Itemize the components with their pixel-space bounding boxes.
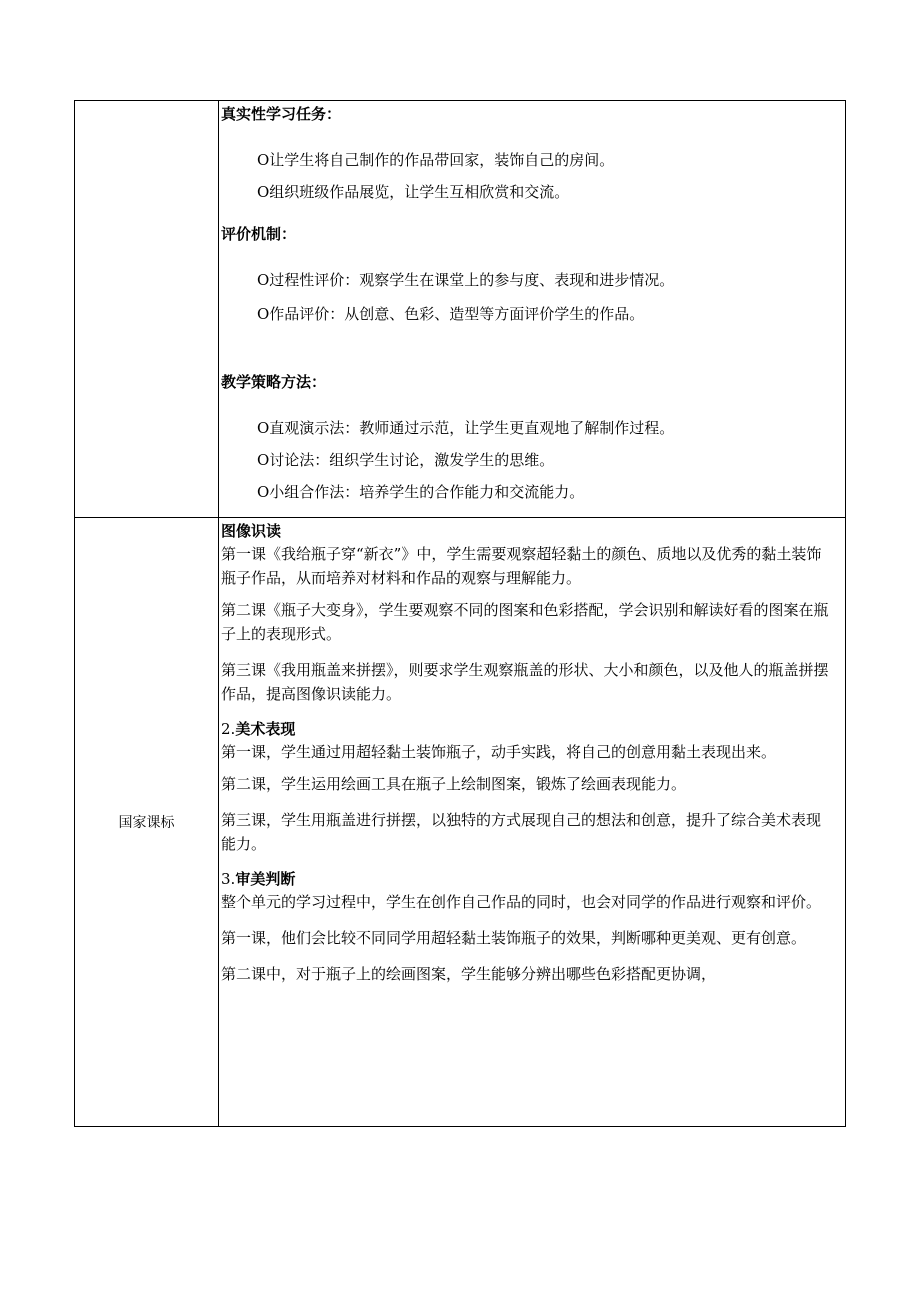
section-heading-art-expression (221, 718, 835, 740)
paragraph: 第一课《我给瓶子穿“新衣”》中，学生需要观察超轻黏土的颜色、质地以及优秀的黏土装饰瓶子作品，从而培养对材料和作品的观察与理解能力。 (221, 545, 822, 587)
list-item: O让学生将自己制作的作品带回家，装饰自己的房间。 (257, 151, 615, 169)
paragraph: 第二课，学生运用绘画工具在瓶子上绘制图案，锻炼了绘画表现能力。 (221, 775, 687, 793)
task-heading: 真实性学习任务： (221, 105, 342, 123)
list-item: O组织班级作品展览，让学生互相欣赏和交流。 (257, 183, 570, 201)
content-cell (219, 101, 846, 518)
paragraph: 第一课，他们会比较不同同学用超轻黏土装饰瓶子的效果，判断哪种更美观、更有创意。 (221, 929, 807, 947)
row-label: 国家课标 (75, 518, 219, 1127)
table-row (75, 518, 846, 1127)
paragraph: 第二课《瓶子大变身》，学生要观察不同的图案和色彩搭配，学会识别和解读好看的图案在瓶子上的表现形式。 (221, 601, 829, 643)
paragraph: 整个单元的学习过程中，学生在创作自己作品的同时，也会对同学的作品进行观察和评价。 (221, 893, 822, 911)
list-item: O小组合作法：培养学生的合作能力和交流能力。 (257, 483, 585, 501)
section-number: 3. (221, 870, 236, 888)
table-row (75, 101, 846, 518)
row-label-empty (75, 101, 219, 518)
list-item: O作品评价：从创意、色彩、造型等方面评价学生的作品。 (257, 305, 645, 323)
section-heading-aesthetic-judgment (221, 868, 835, 890)
paragraph: 第三课，学生用瓶盖进行拼摆，以独特的方式展现自己的想法和创意，提升了综合美术表现能力。 (221, 811, 822, 853)
paragraph: 第一课，学生通过用超轻黏土装饰瓶子，动手实践，将自己的创意用黏土表现出来。 (221, 743, 777, 761)
curriculum-table (74, 100, 846, 1127)
eval-heading: 评价机制： (221, 225, 297, 243)
content-cell (219, 518, 846, 1127)
paragraph: 第二课中，对于瓶子上的绘画图案，学生能够分辨出哪些色彩搭配更协调， (221, 965, 717, 983)
paragraph: 第三课《我用瓶盖来拼摆》，则要求学生观察瓶盖的形状、大小和颜色，以及他人的瓶盖拼摆作品，提高图像识读能力。 (221, 661, 829, 703)
section-number: 2. (221, 720, 236, 738)
section-heading-image-reading: 图像识读 (221, 522, 282, 540)
section-title: 美术表现 (235, 720, 296, 738)
list-item: O直观演示法：教师通过示范，让学生更直观地了解制作过程。 (257, 419, 675, 437)
list-item: O讨论法：组织学生讨论，激发学生的思维。 (257, 451, 555, 469)
strategy-heading: 教学策略方法： (221, 373, 327, 391)
section-title: 审美判断 (235, 870, 296, 888)
list-item: O过程性评价：观察学生在课堂上的参与度、表现和进步情况。 (257, 271, 675, 289)
